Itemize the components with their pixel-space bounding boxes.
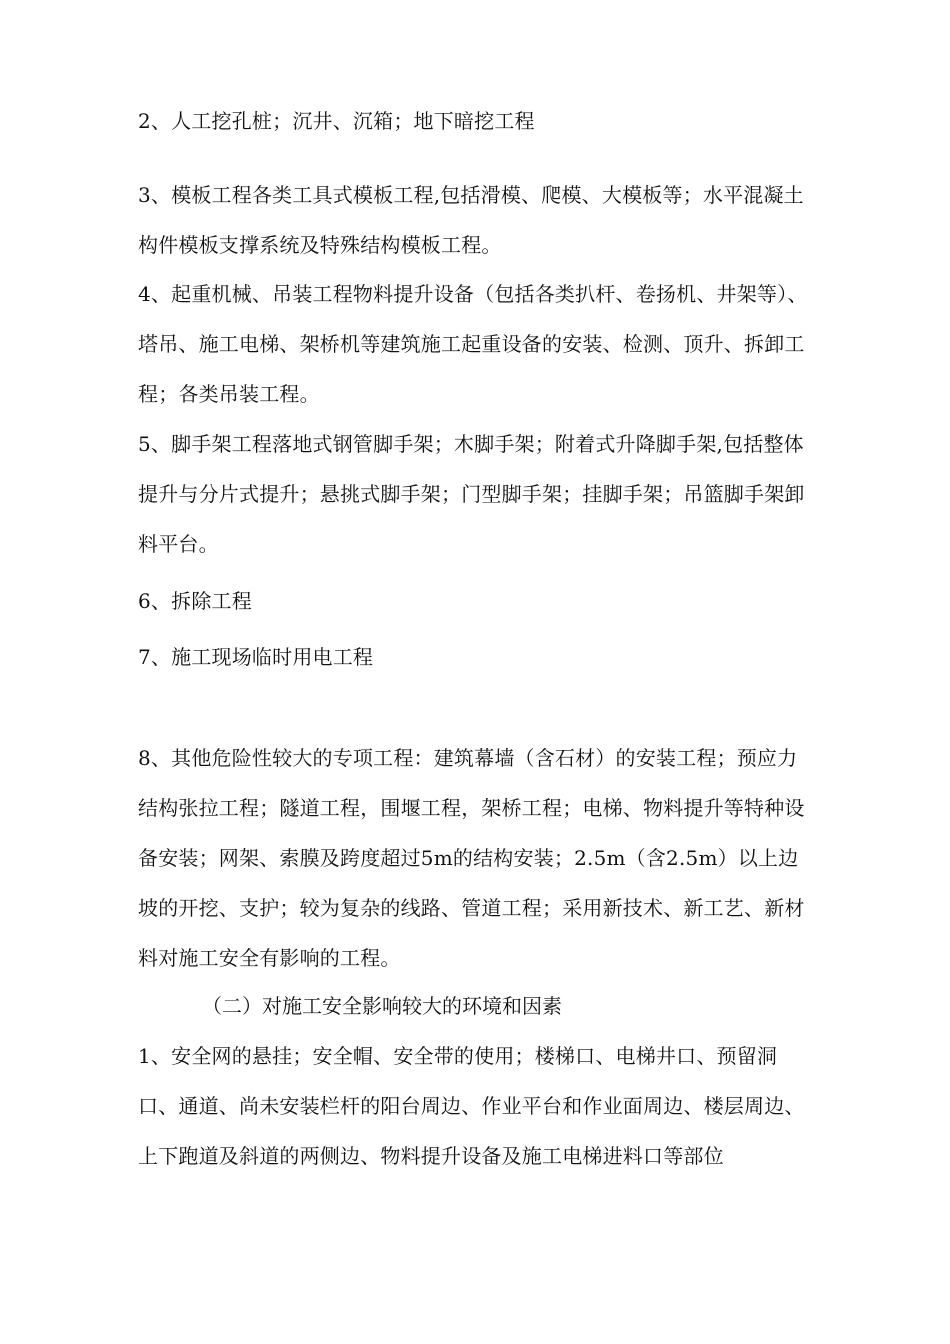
paragraph-item-5: 5、脚手架工程落地式钢管脚手架；木脚手架；附着式升降脚手架,包括整体提升与分片式提升；悬挑式脚手架；门型脚手架；挂脚手架；吊篮脚手架卸料平台。 bbox=[138, 432, 805, 556]
paragraph-item-4: 4、起重机械、吊装工程物料提升设备（包括各类扒杆、卷扬机、井架等）、塔吊、施工电梯、架桥机等建筑施工起重设备的安装、检测、顶升、拆卸工程；各类吊装工程。 bbox=[138, 282, 808, 406]
section-heading: （二）对施工安全影响较大的环境和因素 bbox=[202, 994, 562, 1018]
paragraph-item-3: 3、模板工程各类工具式模板工程,包括滑模、爬模、大模板等；水平混凝土构件模板支撑系统及特殊结构模板工程。 bbox=[138, 183, 804, 257]
paragraph-item-2: 2、人工挖孔桩；沉井、沉箱；地下暗挖工程 bbox=[138, 109, 535, 133]
paragraph-item-8: 8、其他危险性较大的专项工程：建筑幕墙（含石材）的安装工程；预应力结构张拉工程；隧道工程，围堰工程，架桥工程；电梯、物料提升等特种设备安装；网架、索膜及跨度超过5m的结构安装；2.5m（含2.5m）以上边坡的开挖、支护；较为复杂的线路、管道工程；采用新技术、新工艺、新材料对施工安全有影响的工程。 bbox=[138, 746, 805, 970]
section-paragraph-1: 1、安全网的悬挂；安全帽、安全带的使用；楼梯口、电梯井口、预留洞口、通道、尚未安装栏杆的阳台周边、作业平台和作业面周边、楼层周边、上下跑道及斜道的两侧边、物料提升设备及施工电梯进料口等部位 bbox=[138, 1044, 805, 1168]
paragraph-item-7: 7、施工现场临时用电工程 bbox=[138, 645, 374, 669]
paragraph-item-6: 6、拆除工程 bbox=[138, 589, 252, 613]
